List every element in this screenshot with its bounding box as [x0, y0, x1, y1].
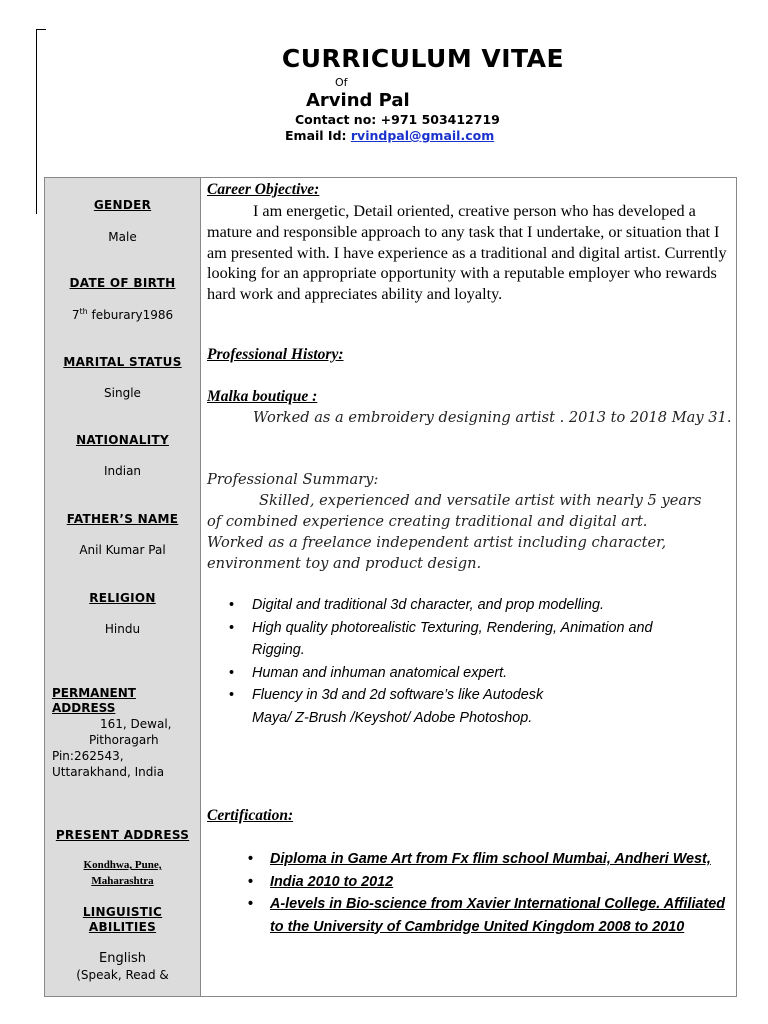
career-objective-heading: Career Objective: [207, 181, 320, 198]
language-detail: (Speak, Read & [76, 968, 169, 982]
professional-summary-text: Skilled, experienced and versatile artist with nearly 5 years of combined experience creating traditional and digital art. Worked as a freelance independent artist including character, environment toy and product design. [207, 492, 702, 572]
language-value: English [99, 951, 146, 966]
list-item: • Human and inhuman anatomical expert. [207, 662, 707, 685]
dob-day: 7 [71, 308, 80, 322]
of-label: Of [335, 76, 348, 89]
dob-suffix: th [79, 307, 88, 316]
religion-value: Hindu [104, 622, 141, 636]
marital-value: Single [104, 386, 141, 400]
dob-month-year: feburary1986 [87, 308, 174, 322]
company-heading: Malka boutique : [207, 388, 318, 405]
crop-mark [36, 29, 46, 30]
email-link[interactable]: rvindpal@gmail.com [350, 128, 495, 143]
list-item: • High quality photorealistic Texturing, Rendering, Animation and Rigging. [207, 617, 707, 662]
cv-title: CURRICULUM VITAE [281, 44, 565, 73]
list-item: • Digital and traditional 3d character, and prop modelling. [207, 594, 707, 617]
dob-value [45, 307, 200, 322]
nationality-heading: NATIONALITY [76, 433, 169, 447]
religion-heading: RELIGION [89, 591, 156, 605]
email-line [285, 128, 494, 143]
permanent-address-line: 161, Dewal, [100, 717, 172, 731]
career-objective-text: I am energetic, Detail oriented, creative person who has developed a mature and responsible approach to any task that I undertake, or situation that I am presented with. I have experience as a traditional and digital artist. Currently looking for an appropriate opportunity with a reputable employer who rewards hard work and appreciates ability and loyalty. [207, 202, 727, 304]
email-label: Email Id: [285, 128, 351, 143]
professional-history-heading: Professional History: [207, 346, 344, 363]
cv-body-table [44, 177, 737, 997]
marital-heading: MARITAL STATUS [63, 355, 182, 369]
skills-list [207, 594, 707, 729]
permanent-address-line: Pin:262543, [52, 749, 124, 763]
linguistic-heading-2: ABILITIES [88, 920, 157, 934]
list-item: • Diploma in Game Art from Fx flim school Mumbai, Andheri West, [207, 848, 732, 871]
professional-summary-heading: Professional Summary: [207, 471, 379, 488]
father-name-value: Anil Kumar Pal [79, 543, 166, 557]
list-item: • A-levels in Bio-science from Xavier International College. Affiliated to the University of Cambridge United Kingdom 2008 to 2010 [207, 893, 732, 938]
gender-heading: GENDER [93, 198, 152, 212]
dob-heading: DATE OF BIRTH [69, 276, 176, 290]
certification-list [207, 848, 732, 938]
company-description: Worked as a embroidery designing artist . 2013 to 2018 May 31. [253, 409, 732, 426]
cv-title-wrap [0, 44, 768, 73]
permanent-address-heading-2: ADDRESS [52, 701, 116, 715]
candidate-name: Arvind Pal [306, 90, 410, 111]
contact-number: Contact no: +971 503412719 [295, 112, 500, 127]
present-address-line: Maharashtra [91, 875, 154, 887]
permanent-address-line: Pithoragarh [89, 733, 159, 747]
gender-value: Male [108, 230, 137, 244]
present-address-line: Kondhwa, Pune, [83, 859, 162, 871]
nationality-value: Indian [103, 464, 142, 478]
present-address-heading: PRESENT ADDRESS [55, 828, 190, 842]
father-name-heading: FATHER’S NAME [66, 512, 179, 526]
list-item: • Fluency in 3d and 2d software’s like Autodesk Maya/ Z-Brush /Keyshot/ Adobe Photoshop. [207, 684, 582, 729]
list-item: • India 2010 to 2012 [207, 871, 732, 894]
permanent-address-line: Uttarakhand, India [52, 765, 165, 779]
linguistic-heading: LINGUISTIC [82, 905, 163, 919]
sidebar-personal-details [45, 178, 201, 996]
permanent-address-heading: PERMANENT [52, 686, 136, 700]
certification-heading: Certification: [207, 807, 294, 824]
